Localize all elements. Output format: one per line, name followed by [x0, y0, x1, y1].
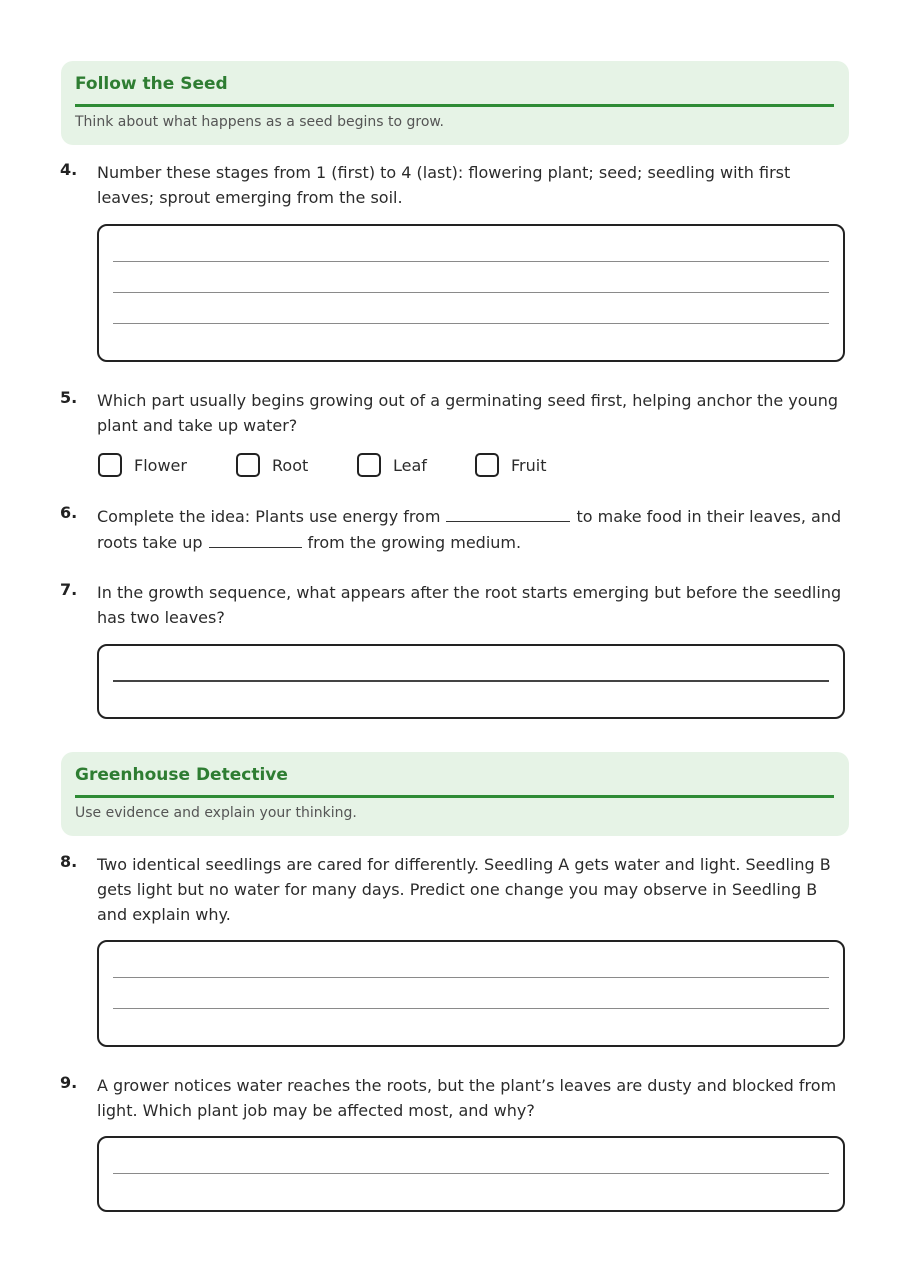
section-divider [75, 795, 834, 798]
question-text: Which part usually begins growing out of a germinating seed first, helping anchor the young plant and take up water? [97, 391, 838, 435]
section-header-greenhouse-detective [61, 752, 849, 836]
option-label: Root [272, 455, 309, 475]
option-flower[interactable] [98, 452, 187, 478]
question-number: 6. [60, 503, 78, 522]
answer-box-q7[interactable] [97, 644, 845, 719]
section-title: Greenhouse Detective [75, 765, 288, 785]
answer-line [113, 680, 829, 682]
option-leaf[interactable] [357, 452, 427, 478]
answer-line [113, 1173, 829, 1174]
answer-line [113, 1008, 829, 1009]
answer-line [113, 323, 829, 324]
section-subtitle: Think about what happens as a seed begins to grow. [75, 114, 445, 130]
question-number: 9. [60, 1073, 78, 1092]
answer-box-q9[interactable] [97, 1136, 845, 1212]
answer-box-q4[interactable] [97, 224, 845, 362]
question-text: Two identical seedlings are cared for differently. Seedling A gets water and light. Seedling B gets light but no water for many days. Predict one change you may observe in Seedling B and explain why. [97, 855, 831, 924]
section-divider [75, 104, 834, 107]
fill-text: from the growing medium. [307, 533, 522, 552]
option-root[interactable] [236, 452, 308, 478]
question-text-fill-in [97, 503, 852, 555]
checkbox[interactable] [98, 453, 122, 477]
answer-line [113, 977, 829, 978]
blank-roots-take-up[interactable] [209, 529, 302, 548]
section-subtitle: Use evidence and explain your thinking. [75, 805, 357, 821]
option-label: Flower [134, 455, 187, 475]
question-text: In the growth sequence, what appears after the root starts emerging but before the seedling has two leaves? [97, 583, 842, 627]
checkbox[interactable] [357, 453, 381, 477]
answer-line [113, 261, 829, 262]
blank-energy-source[interactable] [446, 503, 570, 522]
question-text: A grower notices water reaches the roots, but the plant’s leaves are dusty and blocked from light. Which plant job may be affected most, and why? [97, 1076, 837, 1120]
checkbox[interactable] [475, 453, 499, 477]
fill-text: Complete the idea: Plants use energy from [97, 507, 441, 526]
section-header-follow-the-seed [61, 61, 849, 145]
answer-line [113, 292, 829, 293]
option-label: Fruit [511, 455, 547, 475]
option-fruit[interactable] [475, 452, 546, 478]
question-text: Number these stages from 1 (first) to 4 (last): flowering plant; seed; seedling with first leaves; sprout emerging from the soil. [97, 163, 791, 207]
answer-box-q8[interactable] [97, 940, 845, 1047]
question-number: 4. [60, 160, 78, 179]
question-number: 5. [60, 388, 78, 407]
section-title: Follow the Seed [75, 74, 228, 94]
option-label: Leaf [393, 455, 427, 475]
fill-text: to make food in their leaves, and roots take up [97, 507, 842, 552]
question-number: 8. [60, 852, 78, 871]
checkbox[interactable] [236, 453, 260, 477]
question-number: 7. [60, 580, 78, 599]
